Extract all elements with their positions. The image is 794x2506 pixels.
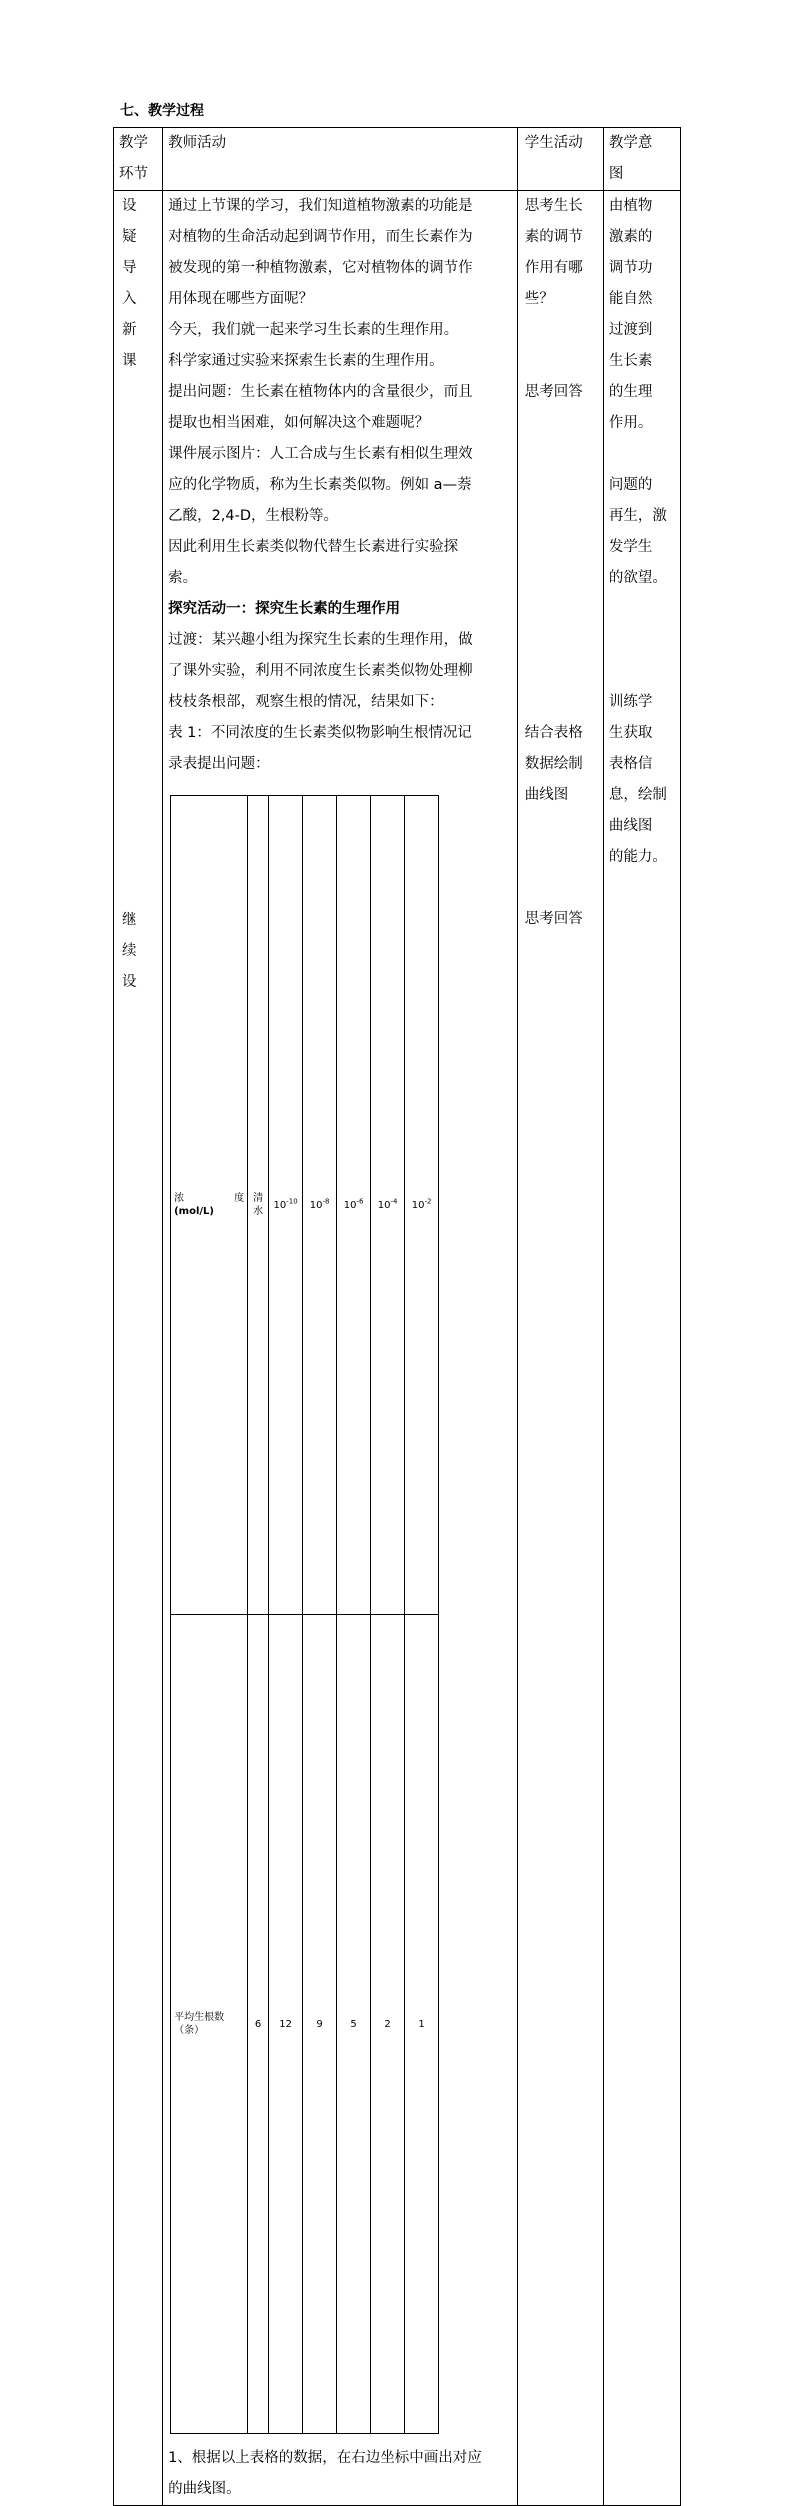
roots-value: 2 xyxy=(371,1615,405,2434)
water-label: 清 水 xyxy=(248,796,269,1615)
teacher-activity-cell: 通过上节课的学习，我们知道植物激素的功能是 对植物的生命活动起到调节作用，而生长素作为 被发现的第一种植物激素，它对植物体的调节作 用体现在哪些方面呢？ 今天，我们就一起来学习生长素的生理作用。 科学家通过实验来探索生长素的生理作用。 提出问题：生长素在植物体内的含量很少，而且 提取也相当困难，如何解决这个难题呢？ 课件展示图片：人工合成与生长素有相似生理效 应的化学物质，称为生长素类似物。例如 a—萘 乙酸，2,4-D，生根粉等。 因此利用生长素类似物代替生长素进行实验探 索。 探究活动一：探究生长素的生理作用 过渡：某兴趣小组为探究生长素的生理作用，做 了课外实验，利用不同浓度生长素类似物处理柳 枝枝条根部，观察生根的情况，结果如下： 表 1：不同浓度的生长素类似物影响生根情况记 录表提出问题： 浓 度 (mol/L) 清 水 $10^{-10}$ $10^{-8}$ $10^{-6}$ $10^{-4}$ $10^{-2}$ 平均生根数 （条） 6 12 9 5 2 1 1、根据以上表格的数据，在右边坐标中画出对应 的曲线图。 xyxy=(163,191,518,2506)
stage-cell xyxy=(114,191,163,2506)
header-student: 学生活动 xyxy=(517,128,603,191)
header-intent: 教学意 图 xyxy=(603,128,680,191)
concentration-value: $10^{-6}$ xyxy=(337,796,371,1615)
concentration-row xyxy=(171,796,439,1615)
roots-value: 1 xyxy=(405,1615,439,2434)
rooting-data-table xyxy=(170,795,439,2434)
stage-label-intro: 设 疑 导 入 新 课 xyxy=(122,198,137,369)
stage-label-continue: 继 续 设 xyxy=(122,912,137,990)
activity-title: 探究活动一：探究生长素的生理作用 xyxy=(168,601,401,617)
header-teacher: 教师活动 xyxy=(163,128,518,191)
concentration-label: 浓 度 (mol/L) xyxy=(171,796,248,1615)
concentration-value: $10^{-8}$ xyxy=(303,796,337,1615)
table-body-row xyxy=(114,191,681,2506)
roots-value: 9 xyxy=(303,1615,337,2434)
concentration-value: $10^{-2}$ xyxy=(405,796,439,1615)
roots-value: 5 xyxy=(337,1615,371,2434)
roots-label: 平均生根数 （条） xyxy=(171,1615,248,2434)
section-title: 七、教学过程 xyxy=(120,103,204,119)
roots-value: 12 xyxy=(269,1615,303,2434)
teaching-process-table xyxy=(113,127,681,2506)
concentration-value: $10^{-10}$ xyxy=(269,796,303,1615)
roots-value: 6 xyxy=(248,1615,269,2434)
concentration-value: $10^{-4}$ xyxy=(371,796,405,1615)
table-header-row xyxy=(114,128,681,191)
teaching-intent-cell: 由植物 激素的 调节功 能自然 过渡到 生长素 的生理 作用。 问题的 再生，激 发学生 的欲望。 训练学 生获取 表格信 息，绘制 曲线图 的能力。 xyxy=(603,191,680,2506)
roots-row xyxy=(171,1615,439,2434)
student-activity-cell: 思考生长 素的调节 作用有哪 些？ 思考回答 结合表格 数据绘制 曲线图 思考回答 xyxy=(517,191,603,2506)
header-stage: 教学 环节 xyxy=(114,128,163,191)
